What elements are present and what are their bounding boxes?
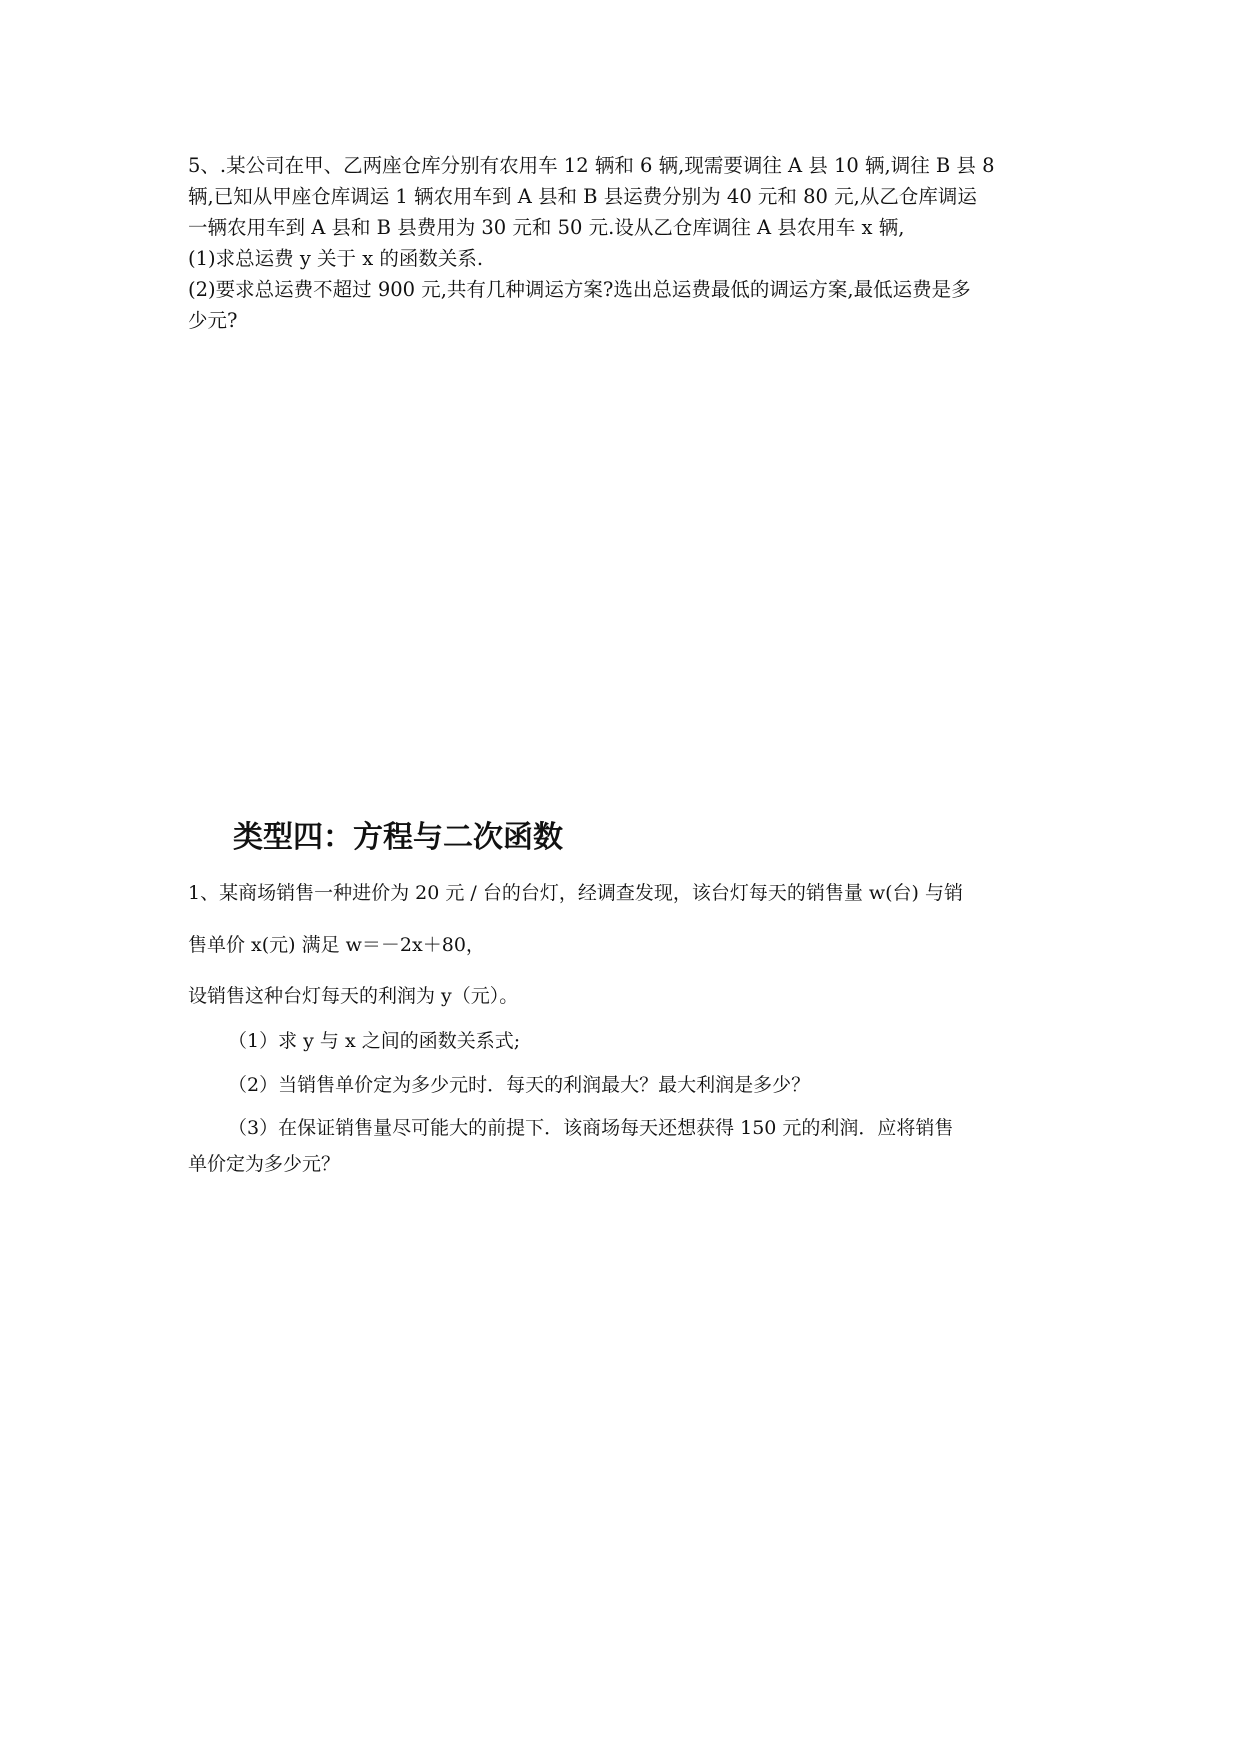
problem-1-question-3-cont: 单价定为多少元？ — [188, 1153, 341, 1175]
problem-1-line-2: 售单价 x(元) 满足 w＝－2x＋80， — [188, 934, 485, 956]
section-heading: 类型四：方程与二次函数 — [233, 820, 563, 855]
problem-5-line-1: 5、.某公司在甲、乙两座仓库分别有农用车 12 辆和 6 辆,现需要调往 A 县 10 辆,调往 B 县 8 — [188, 154, 995, 177]
problem-5 — [188, 150, 1068, 336]
problem-5-question-2: (2)要求总运费不超过 900 元,共有几种调运方案?选出总运费最低的调运方案,最低运费是多 — [188, 278, 971, 301]
problem-1-line-1: 1、某商场销售一种进价为 20 元 / 台的台灯，经调查发现，该台灯每天的销售量 w(台) 与销 — [188, 882, 963, 904]
problem-5-line-2: 辆,已知从甲座仓库调运 1 辆农用车到 A 县和 B 县运费分别为 40 元和 80 元,从乙仓库调运 — [188, 185, 977, 208]
problem-1-question-2: （2）当销售单价定为多少元时．每天的利润最大？最大利润是多少？ — [228, 1074, 811, 1096]
problem-5-question-2-cont: 少元? — [188, 309, 238, 332]
problem-1-question-3: （3）在保证销售量尽可能大的前提下．该商场每天还想获得 150 元的利润．应将销售 — [228, 1117, 954, 1139]
problem-1-line-3: 设销售这种台灯每天的利润为 y（元）。 — [188, 985, 519, 1007]
problem-5-line-3: 一辆农用车到 A 县和 B 县费用为 30 元和 50 元.设从乙仓库调往 A 县农用车 x 辆, — [188, 216, 905, 239]
problem-1-question-1: （1）求 y 与 x 之间的函数关系式; — [228, 1030, 521, 1052]
problem-5-question-1: (1)求总运费 y 关于 x 的函数关系. — [188, 247, 484, 270]
